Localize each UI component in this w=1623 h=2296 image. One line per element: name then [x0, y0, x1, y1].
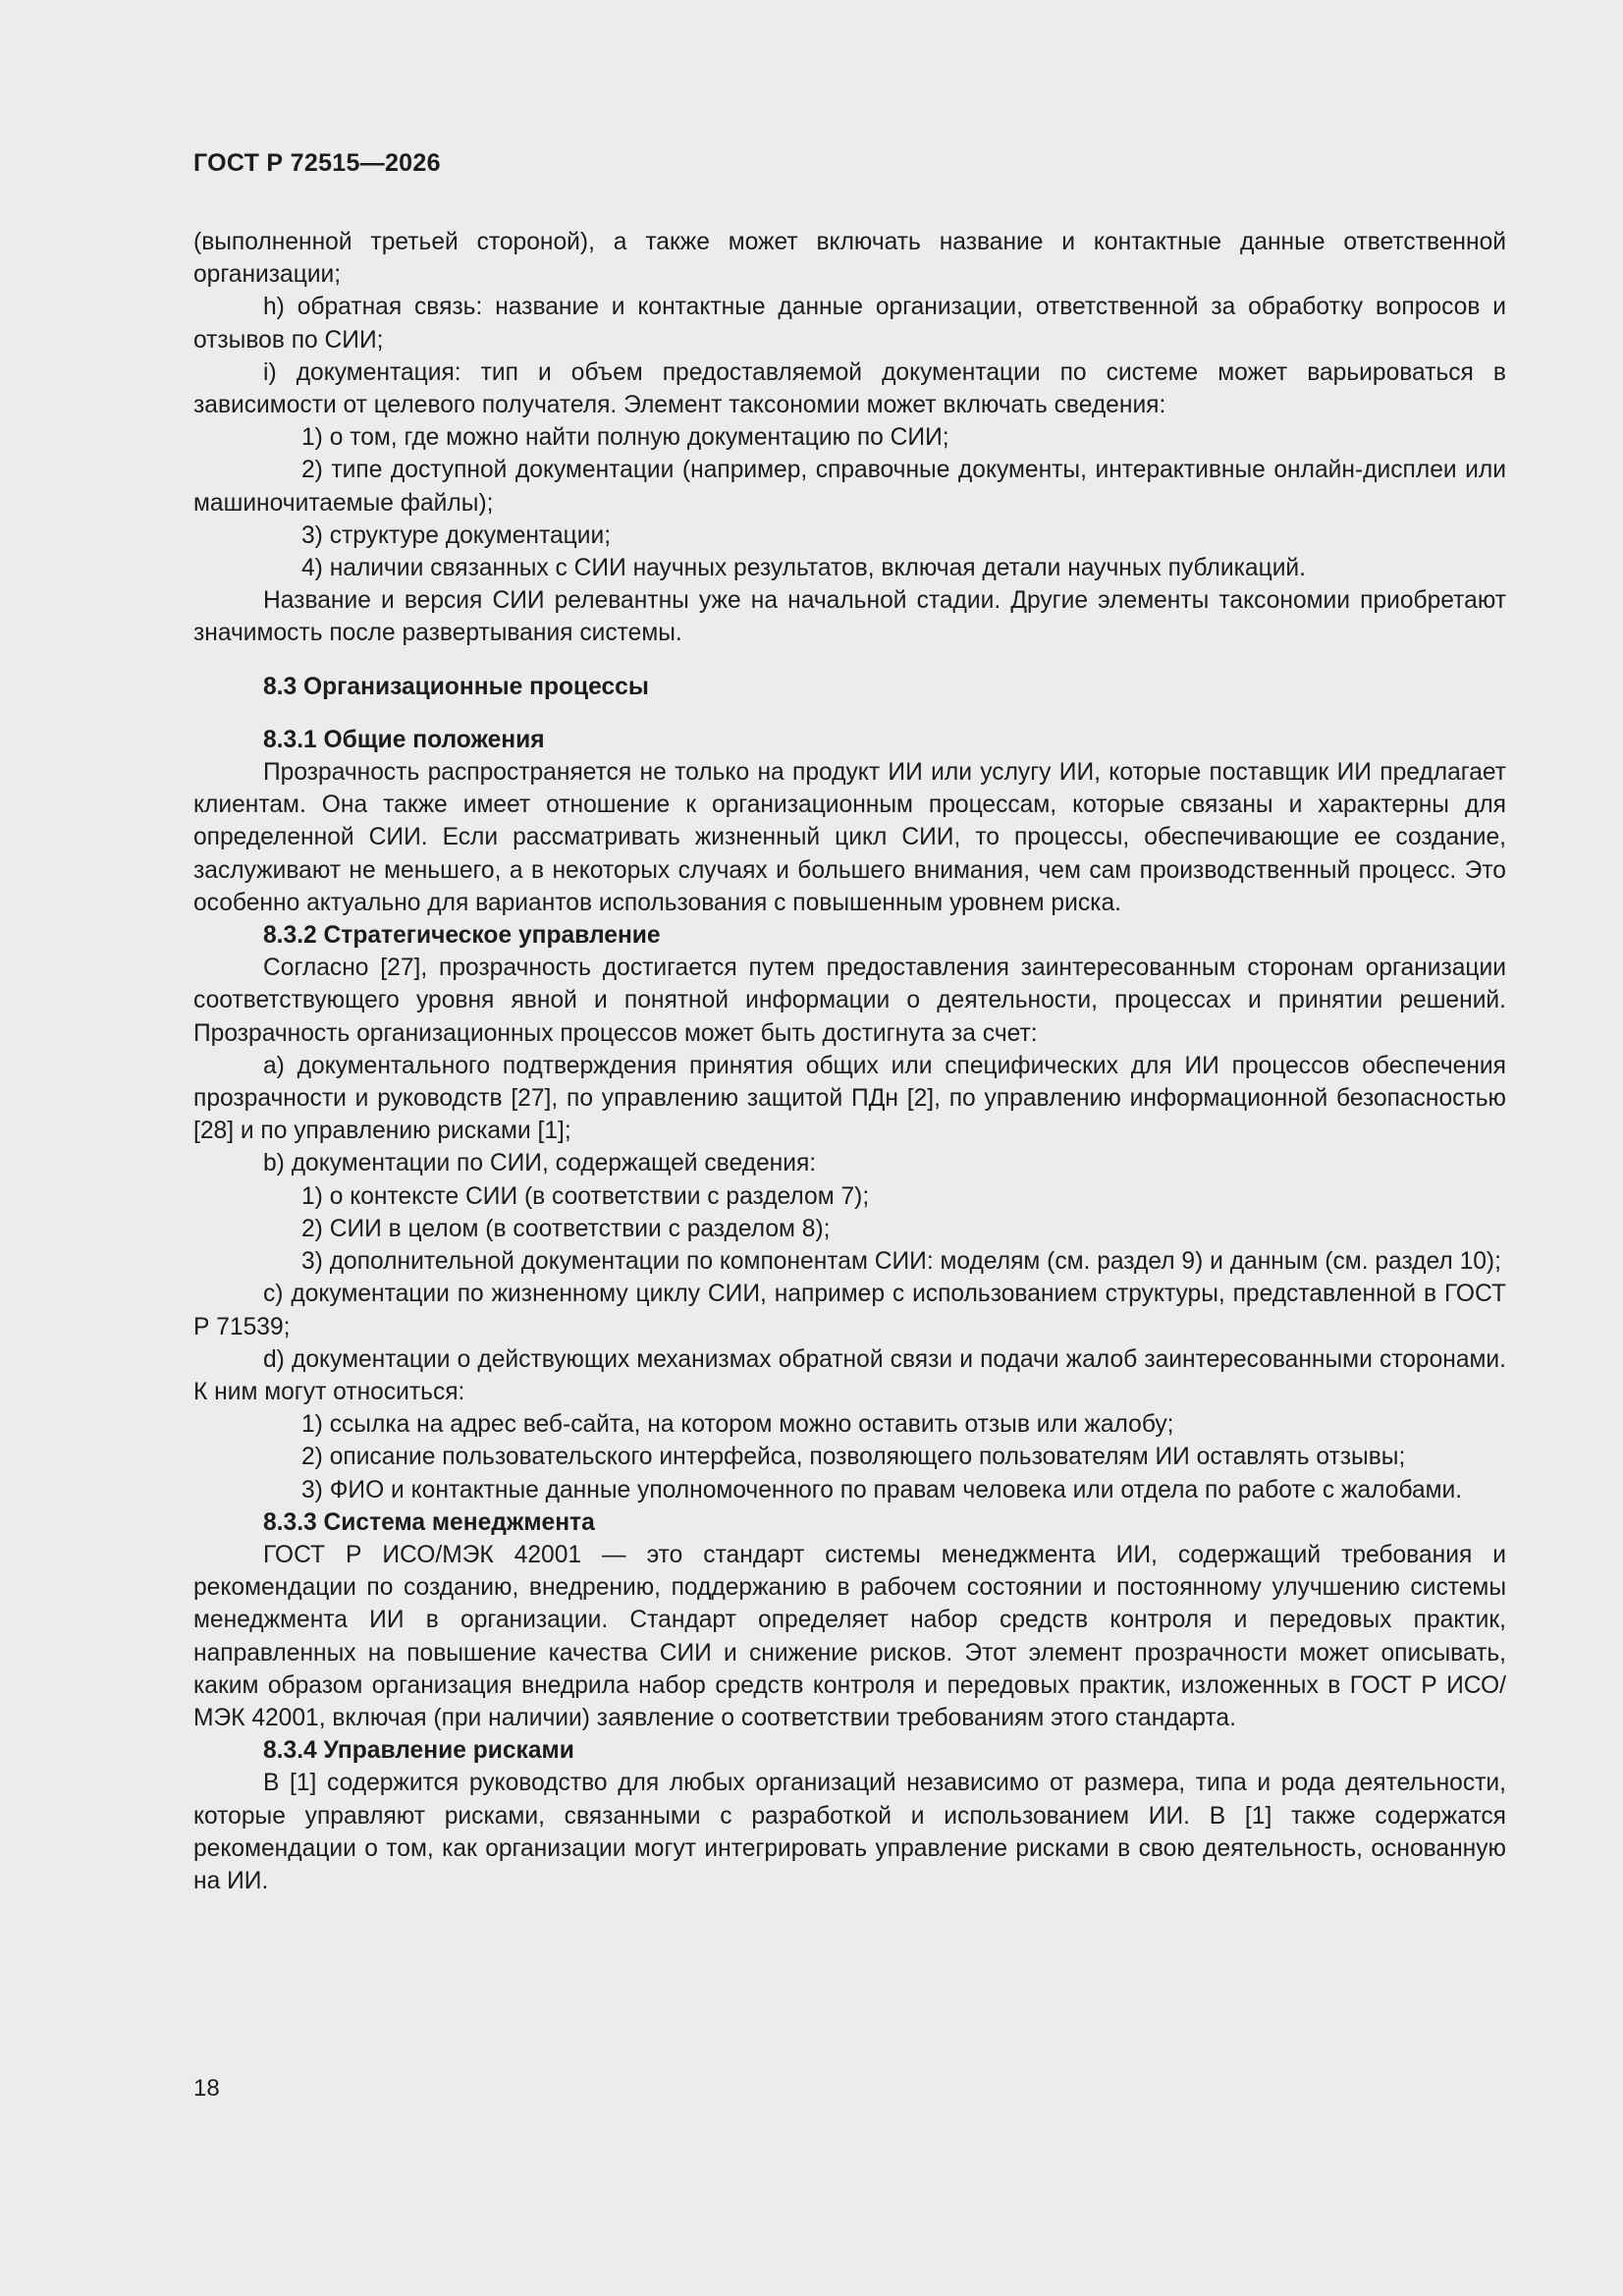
paragraph-8-3-2-intro: Согласно [27], прозрачность достигается путем предоставления заинтересованным сторонам организации соответствующего уровня явной и понятной информации о деятельности, процессах и принятии решений. Прозрачность организационных процессов может быть достигнута за счет:	[193, 955, 1506, 1047]
list-item-d-3: 3) ФИО и контактные данные уполномоченного по правам человека или отдела по работе с жалобами.	[301, 1476, 1463, 1503]
list-item-a: a) документального подтверждения принятия общих или специфических для ИИ процессов обеспечения прозрачности и руководств [27], по управлению защитой ПДн [2], по управлению информационной безопасностью [28] и по управлению рисками [1];	[193, 1052, 1506, 1145]
list-item-d: d) документации о действующих механизмах обратной связи и подачи жалоб заинтересованными сторонами. К ним могут относиться:	[193, 1345, 1506, 1405]
paragraph-8-3-3: ГОСТ Р ИСО/МЭК 42001 — это стандарт системы менеджмента ИИ, содержащий требования и рекомендации по созданию, внедрению, поддержанию в рабочем состоянии и постоянному улучшению системы менеджмента ИИ в организации. Стандарт определяет набор средств контроля и передовых практик, направленных на повышение качества СИИ и снижение рисков. Этот элемент прозрачности может описывать, каким образом организация внедрила набор средств контроля и передовых практик, изложенных в ГОСТ Р ИСО/МЭК 42001, включая (при наличии) заявление о соответствии требованиям этого стандарта.	[193, 1541, 1506, 1731]
paragraph-8-3-1: Прозрачность распространяется не только на продукт ИИ или услугу ИИ, которые поставщик ИИ предлагает клиентам. Она также имеет отношение к организационным процессам, которые связаны и характерны для определенной СИИ. Если рассматривать жизненный цикл СИИ, то процессы, обеспечивающие ее создание, заслуживают не меньшего, а в некоторых случаях и большего внимания, чем сам производственный процесс. Это особенно актуально для вариантов использования с повышенным уровнем риска.	[193, 759, 1506, 916]
list-item-d-2: 2) описание пользовательского интерфейса, позволяющего пользователям ИИ оставлять отзывы;	[301, 1444, 1406, 1471]
list-item-h: h) обратная связь: название и контактные данные организации, ответственной за обработку вопросов и отзывов по СИИ;	[193, 294, 1506, 354]
list-item-b-1: 1) о контексте СИИ (в соответствии с разделом 7);	[301, 1182, 870, 1210]
page-number: 18	[193, 2075, 220, 2102]
paragraph-continuation: (выполненной третьей стороной), а также может включать название и контактные данные ответственной организации;	[193, 229, 1506, 289]
list-item-i-2: 2) типе доступной документации (например, справочные документы, интерактивные онлайн-дисплеи или машиночитаемые файлы);	[193, 457, 1506, 517]
list-item-c: c) документации по жизненному циклу СИИ, например с использованием структуры, представленной в ГОСТ Р 71539;	[193, 1281, 1506, 1340]
section-heading-8-3-4: 8.3.4 Управление рисками	[263, 1737, 574, 1765]
section-heading-8-3: 8.3 Организационные процессы	[263, 673, 649, 700]
paragraph-name-version: Название и версия СИИ релевантны уже на начальной стадии. Другие элементы таксономии приобретают значимость после развертывания системы.	[193, 587, 1506, 647]
list-item-d-1: 1) ссылка на адрес веб-сайта, на котором можно оставить отзыв или жалобу;	[301, 1411, 1174, 1439]
list-item-i-4: 4) наличии связанных с СИИ научных результатов, включая детали научных публикаций.	[301, 555, 1307, 582]
list-item-b: b) документации по СИИ, содержащей сведения:	[263, 1150, 817, 1177]
list-item-i: i) документация: тип и объем предоставляемой документации по системе может варьироваться в зависимости от целевого получателя. Элемент таксономии может включать сведения:	[193, 358, 1506, 419]
list-item-i-1: 1) о том, где можно найти полную документацию по СИИ;	[301, 424, 949, 452]
section-heading-8-3-3: 8.3.3 Система менеджмента	[263, 1508, 595, 1536]
list-item-b-2: 2) СИИ в целом (в соответствии с разделом 8);	[301, 1215, 831, 1242]
list-item-b-3: 3) дополнительной документации по компонентам СИИ: моделям (см. раздел 9) и данным (см. раздел 10);	[301, 1248, 1501, 1276]
paragraph-8-3-4: В [1] содержится руководство для любых организаций независимо от размера, типа и рода деятельности, которые управляют рисками, связанными с разработкой и использованием ИИ. В [1] также содержатся рекомендации о том, как организации могут интегрировать управление рисками в свою деятельность, основанную на ИИ.	[193, 1770, 1506, 1894]
page-header-standard-id: ГОСТ Р 72515—2026	[193, 149, 441, 177]
document-body	[193, 226, 1506, 1897]
section-heading-8-3-1: 8.3.1 Общие положения	[263, 726, 545, 753]
list-item-i-3: 3) структуре документации;	[301, 521, 612, 549]
section-heading-8-3-2: 8.3.2 Стратегическое управление	[263, 922, 661, 950]
